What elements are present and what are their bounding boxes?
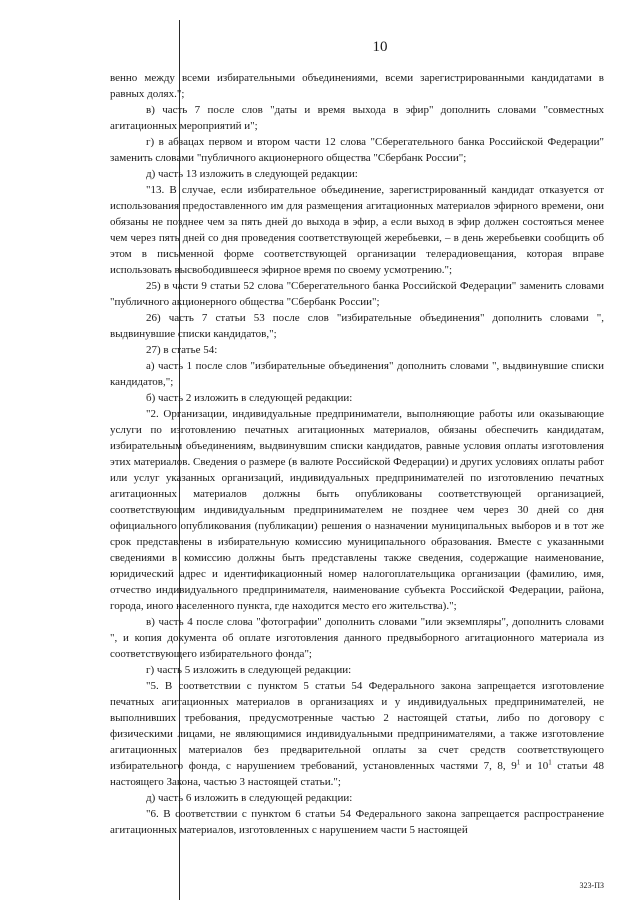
paragraph [110, 342, 604, 358]
paragraph-text: д) часть 13 изложить в следующей редакции: [146, 168, 358, 180]
paragraph-text: венно между всеми избирательными объединениями, всеми зарегистрированными кандидатами в равных долях."; [110, 72, 604, 100]
paragraph-text: "2. Организации, индивидуальные предприниматели, выполняющие работы или оказывающие услуги по изготовлению печатных агитационных материалов, обязаны обеспечить кандидатам, избирательным объединениям, выдвинувшим списки кандидатов, равные условия оплаты изготовления этих материалов. Сведения о размере (в валюте Российской Федерации) и других условиях оплаты работ или услуг указанных организаций, индивидуальных предпринимателей по изготовлению печатных агитационных материалов должны быть опубликованы соответствующей организацией, соответствующим индивидуальным предпринимателем не позднее чем через 30 дней со дня официального опубликования (публикации) решения о назначении муниципальных выборов и в тот же срок представлены в избирательную комиссию муниципального образования. Вместе с указанными сведениями в комиссию должны быть представлены также сведения, содержащие наименование, юридический адрес и идентификационный номер налогоплательщика организации (фамилию, имя, отчество индивидуального предпринимателя, наименование субъекта Российской Федерации, района, города, иного населенного пункта, где находится место его жительства)."; [110, 408, 604, 612]
paragraph-text: 25) в части 9 статьи 52 слова "Сберегательного банка Российской Федерации" заменить словами "публичного акционерного общества "Сбербанк России"; [110, 280, 604, 308]
paragraph-text: 27) в статье 54: [146, 344, 218, 356]
paragraph [110, 662, 604, 678]
page-number: 10 [372, 39, 388, 55]
paragraph-text: д) часть 6 изложить в следующей редакции: [146, 792, 353, 804]
paragraph-text: а) часть 1 после слов "избирательные объединения" дополнить словами ", выдвинувшие списки кандидатов,"; [110, 360, 604, 388]
paragraph [110, 70, 604, 102]
superscript: 1 [516, 758, 521, 767]
paragraph-text: г) в абзацах первом и втором части 12 слова "Сберегательного банка Российской Федерации" заменить словами "публичного акционерного общества "Сбербанк России"; [110, 136, 604, 164]
paragraph [110, 278, 604, 310]
paragraph-text: "6. В соответствии с пунктом 6 статьи 54 Федерального закона запрещается распространение агитационных материалов, изготовленных с нарушением части 5 настоящей [110, 808, 604, 836]
paragraph-text: в) часть 7 после слов "даты и время выхода в эфир" дополнить словами "совместных агитационных мероприятий и"; [110, 104, 604, 132]
paragraph [110, 806, 604, 838]
paragraph [110, 390, 604, 406]
paragraph [110, 678, 604, 790]
document-code: 323-ПЗ [579, 881, 604, 890]
paragraph [110, 182, 604, 278]
paragraph-text: г) часть 5 изложить в следующей редакции: [146, 664, 352, 676]
paragraph [110, 614, 604, 662]
paragraph [110, 310, 604, 342]
paragraph [110, 358, 604, 390]
paragraph-text: и 10 [520, 760, 549, 772]
paragraph [110, 166, 604, 182]
paragraph [110, 790, 604, 806]
paragraph [110, 134, 604, 166]
paragraph [110, 102, 604, 134]
paragraph-text: "13. В случае, если избирательное объединение, зарегистрированный кандидат отказуется от использования предоставленного им для размещения агитационных материалов эфирного времени, они обязаны не позднее чем за пять дней до выхода в эфир, а если выход в эфир должен состояться менее чем через пять дней со дня проведения соответствующей жеребьевки, – в день жеребьевки сообщить об этом в письменной форме соответствующей организации телерадиовещания, которая вправе использовать высвободившееся эфирное время по своему усмотрению."; [110, 184, 604, 276]
superscript: 1 [548, 758, 552, 767]
paragraph-text: статьи 48 настоящего Закона, частью 3 настоящей статьи."; [110, 760, 604, 788]
paragraph-text: "5. В соответствии с пунктом 5 статьи 54 Федерального закона запрещается изготовление печатных агитационных материалов в организациях и у индивидуальных предпринимателей, не выполнивших требования, предусмотренные частью 2 настоящей статьи, либо по договору с физическими лицами, не являющимися индивидуальными предпринимателями, а также изготовление агитационных материалов без предварительной оплаты за счет средств соответствующего избирательного фонда, с нарушением требований, установленных частями 7, 8, 9 [110, 680, 604, 772]
paragraph-text: б) часть 2 изложить в следующей редакции: [146, 392, 353, 404]
paragraph [110, 406, 604, 614]
paragraph-text: в) часть 4 после слова "фотографии" дополнить словами "или экземпляры", дополнить словами ", и копия документа об оплате изготовления данного предвыборного агитационного материала из соответствующего избирательного фонда"; [110, 616, 604, 660]
paragraph-text: 26) часть 7 статьи 53 после слов "избирательные объединения" дополнить словами ", выдвинувшие списки кандидатов,"; [110, 312, 604, 340]
document-body [110, 70, 604, 838]
